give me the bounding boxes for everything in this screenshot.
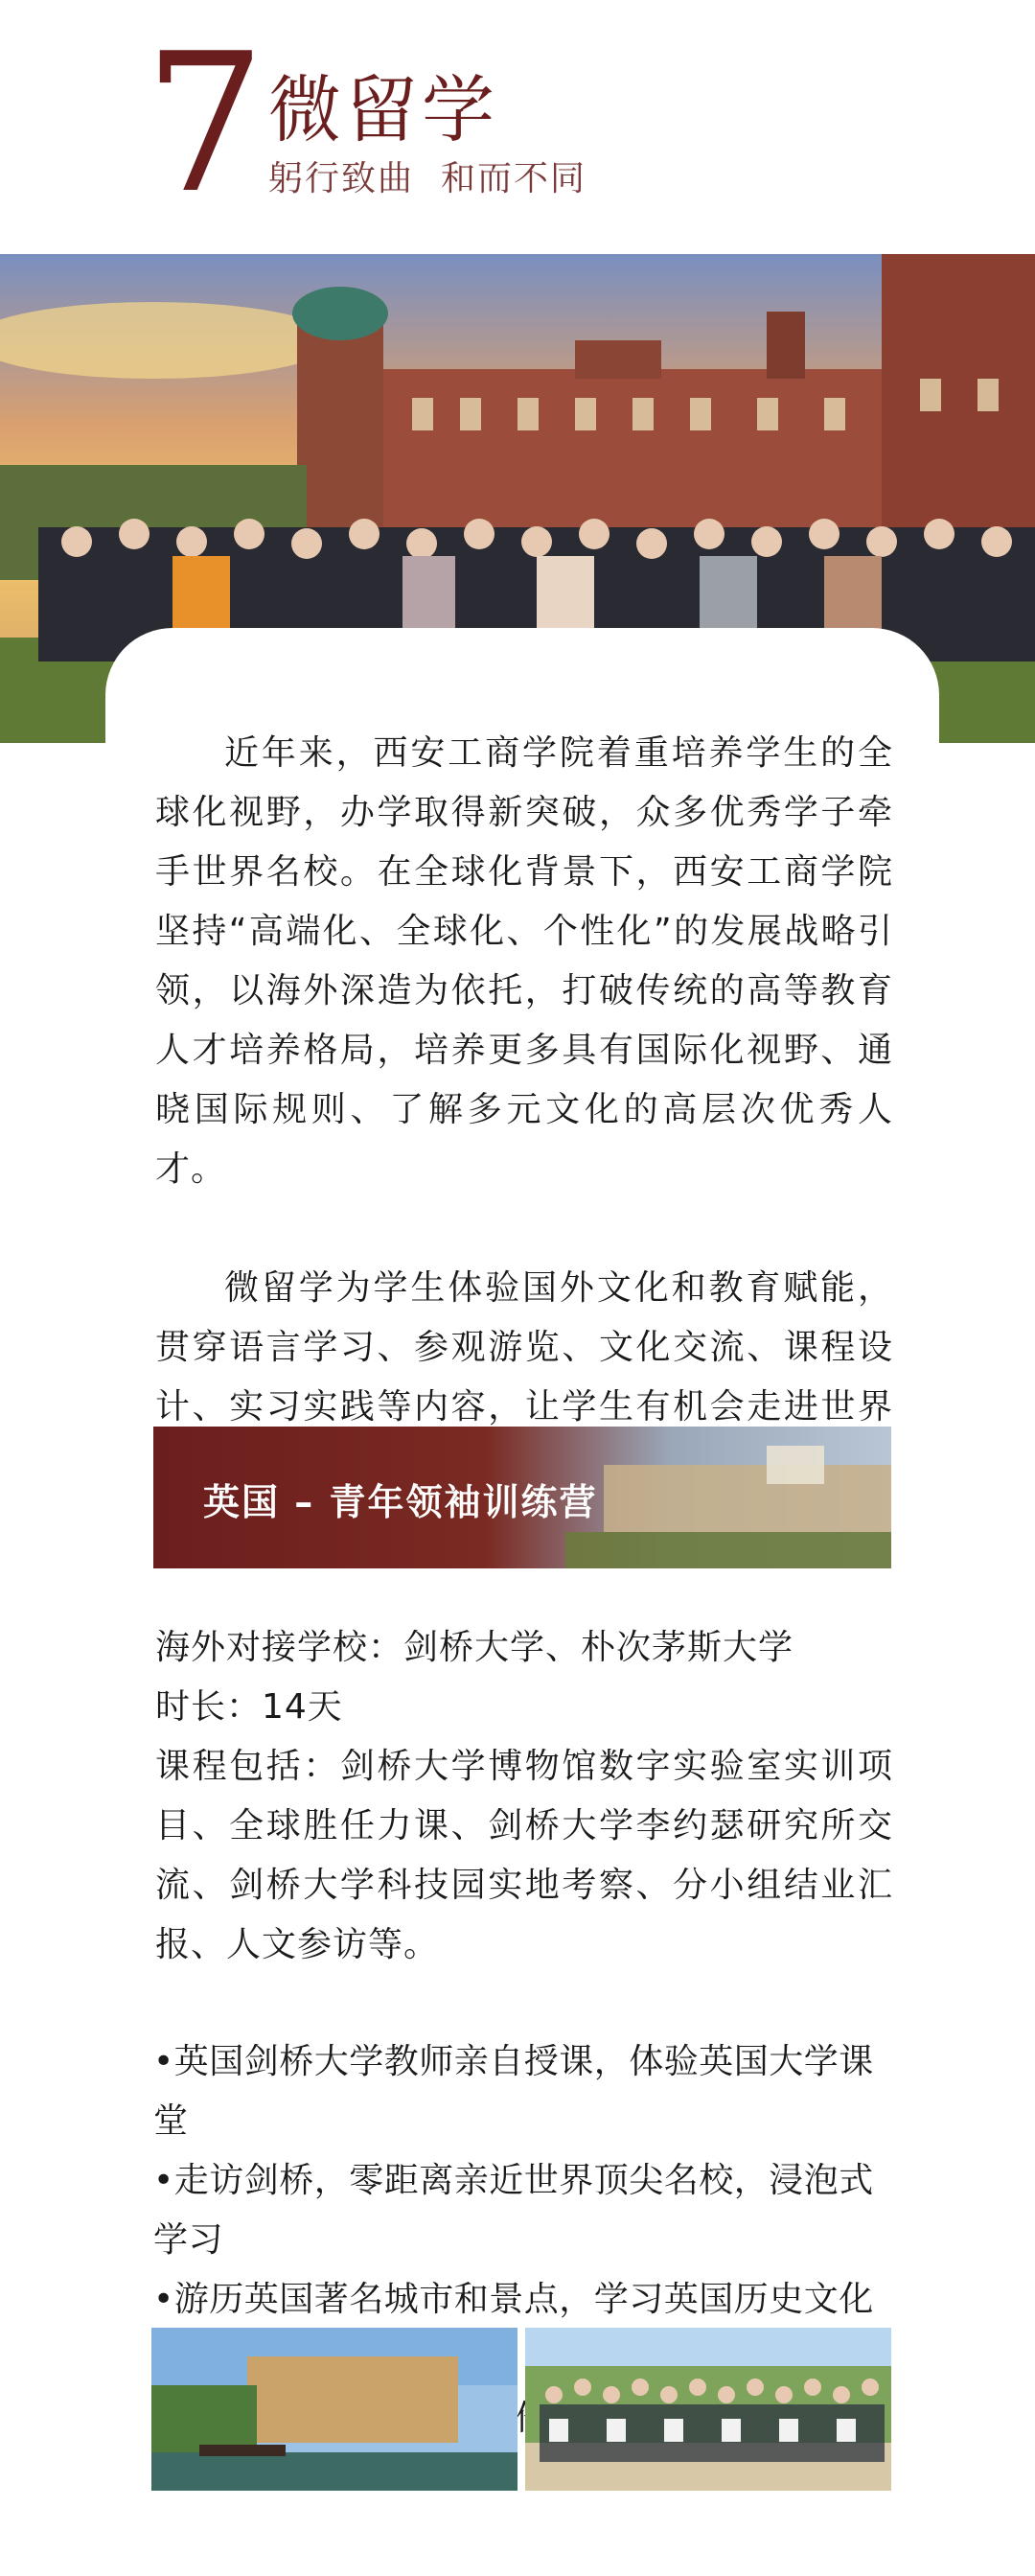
program-title: 英国 – 青年领袖训练营 <box>203 1481 598 1523</box>
subtitle-part-b: 和而不同 <box>441 159 587 198</box>
intro-paragraph-1: 近年来，西安工商学院着重培养学生的全球化视野，办学取得新突破，众多优秀学子牵手世界名校。在全球化背景下，西安工商学院坚持“高端化、全球化、个性化”的发展战略引领，以海外深造为依托，打破传统的高等教育人才培养格局，培养更多具有国际化视野、通晓国际规则、了解多元文化的高层次优秀人才。 <box>155 733 893 1189</box>
highlight-item: •走访剑桥，零距离亲近世界顶尖名校，浸泡式学习 <box>153 2161 874 2260</box>
highlight-item: •英国剑桥大学教师亲自授课，体验英国大学课堂 <box>153 2042 874 2141</box>
highlight-item: •游历英国著名城市和景点，学习英国历史文化 <box>153 2280 874 2319</box>
partner-schools: 海外对接学校：剑桥大学、朴次茅斯大学 <box>155 1628 794 1667</box>
program-banner <box>153 1427 891 1568</box>
page-header <box>0 0 1035 254</box>
section-subtitle <box>268 158 586 200</box>
intro-text <box>155 724 893 1497</box>
program-duration: 时长：14天 <box>155 1687 343 1727</box>
subtitle-part-a: 躬行致曲 <box>268 159 415 198</box>
section-title: 微留学 <box>268 67 498 152</box>
program-details <box>155 1618 893 1975</box>
photo-strip <box>151 2328 891 2491</box>
program-courses: 课程包括：剑桥大学博物馆数字实验室实训项目、全球胜任力课、剑桥大学李约瑟研究所交流、剑桥大学科技园实地考察、分小组结业汇报、人文参访等。 <box>155 1747 893 1964</box>
cambridge-photos-icon <box>151 2328 891 2491</box>
section-number: 7 <box>144 12 263 236</box>
intro-paragraph-2: 微留学为学生体验国外文化和教育赋能，贯穿语言学习、参观游览、文化交流、课程设计、实习实践等内容，让学生有机会走进世界 <box>155 1268 893 1427</box>
